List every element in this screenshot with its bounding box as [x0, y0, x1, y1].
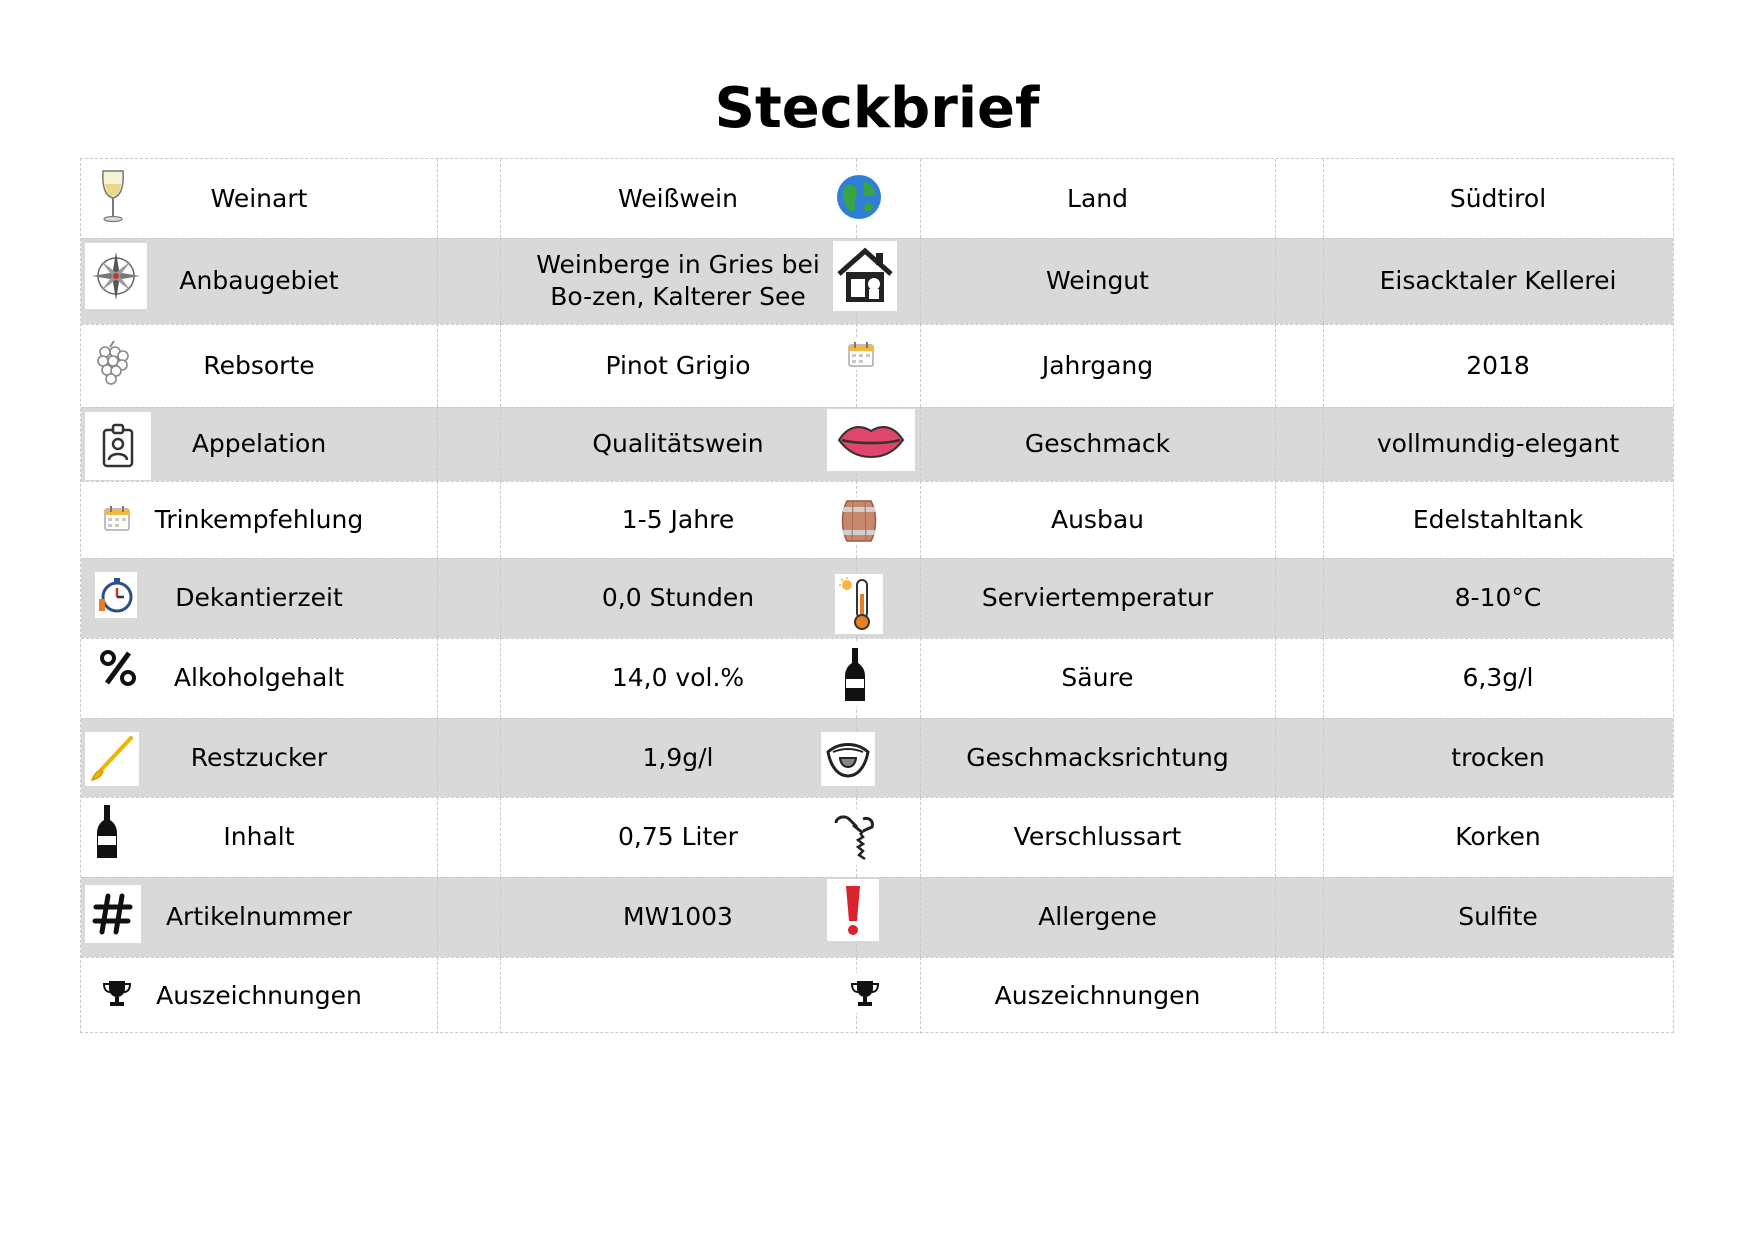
field-value: Edelstahltank: [1412, 504, 1584, 534]
wine-bottle-icon: [843, 646, 867, 704]
compass-rose-icon: [85, 243, 147, 309]
field-label: Appelation: [191, 429, 327, 458]
wine-bottle-icon: [837, 643, 873, 707]
field-label: Alkoholgehalt: [173, 663, 345, 692]
barrel-icon: [839, 498, 879, 544]
field-label: Geschmacksrichtung: [966, 742, 1229, 772]
column-divider: [437, 238, 438, 324]
lips-icon: [827, 409, 915, 471]
column-divider: [437, 877, 438, 957]
field-label: Ausbau: [1050, 504, 1144, 534]
corkscrew-icon: [833, 813, 877, 861]
table-row: [81, 957, 1673, 1034]
corkscrew-icon: [827, 809, 883, 865]
winery-house-icon: [833, 241, 897, 311]
table-row: [81, 159, 1673, 238]
field-label: Säure: [1061, 663, 1134, 692]
exclamation-icon: [840, 883, 866, 937]
calendar-icon: [81, 489, 153, 547]
field-value: 6,3g/l: [1462, 663, 1534, 692]
field-value: 0,75 Liter: [618, 822, 738, 851]
barrel-icon: [835, 497, 883, 545]
page-title: Steckbrief: [714, 76, 1040, 141]
percent-icon: [98, 648, 138, 688]
column-divider: [1275, 324, 1276, 407]
field-value: Eisacktaler Kellerei: [1379, 266, 1617, 295]
column-divider: [1275, 481, 1276, 558]
field-label: Weinart: [210, 183, 308, 213]
table-row: [81, 481, 1673, 558]
field-label: Weingut: [1046, 266, 1149, 295]
table-row: [81, 558, 1673, 638]
field-label: Inhalt: [223, 822, 295, 851]
field-value: vollmundig-elegant: [1376, 429, 1620, 458]
field-value: 2018: [1466, 350, 1530, 380]
globe-icon: [833, 171, 885, 223]
grapes-icon: [95, 340, 131, 386]
field-value: 0,0 Stunden: [601, 583, 755, 612]
thermometer-icon: [835, 574, 883, 634]
field-label: Verschlussart: [1013, 822, 1182, 851]
column-divider: [1275, 407, 1276, 481]
trophy-icon: [102, 978, 132, 1008]
thermometer-icon: [838, 576, 880, 632]
field-label: Allergene: [1038, 902, 1157, 931]
field-label: Rebsorte: [203, 350, 315, 380]
trophy-icon: [845, 973, 885, 1013]
field-label: Dekantierzeit: [175, 583, 343, 612]
field-value: Weißwein: [618, 183, 738, 213]
compass-rose-icon: [88, 248, 144, 304]
field-label: Auszeichnungen: [994, 980, 1201, 1010]
field-value: 1,9g/l: [642, 742, 714, 772]
column-divider: [437, 159, 438, 238]
field-label: Restzucker: [190, 742, 328, 772]
field-value: 8-10°C: [1454, 583, 1542, 612]
id-badge-icon: [85, 412, 151, 480]
tongue-mouth-icon: [821, 732, 875, 786]
grapes-icon: [93, 337, 133, 389]
field-label: Artikelnummer: [165, 902, 353, 931]
column-divider: [1275, 877, 1276, 957]
table-row: [81, 324, 1673, 407]
column-divider: [437, 558, 438, 638]
field-value: MW1003: [623, 902, 733, 931]
field-value: trocken: [1451, 742, 1545, 772]
table-row: [81, 638, 1673, 718]
table-row: [81, 238, 1673, 324]
stopwatch-icon: [95, 572, 137, 618]
stopwatch-icon: [96, 575, 136, 615]
field-value: [500, 957, 856, 1034]
field-label: Anbaugebiet: [179, 266, 339, 295]
field-label: Auszeichnungen: [156, 980, 362, 1010]
field-value: Sulfite: [1458, 902, 1538, 931]
column-divider: [437, 638, 438, 718]
table-row: [81, 877, 1673, 957]
field-label: Jahrgang: [1041, 350, 1154, 380]
field-value: Weinberge in Gries bei Bo-zen, Kalterer See: [536, 250, 820, 311]
calendar-icon: [102, 503, 132, 533]
field-value: Korken: [1455, 822, 1541, 851]
field-value: 1-5 Jahre: [621, 504, 735, 534]
column-divider: [1275, 718, 1276, 797]
column-divider: [437, 797, 438, 877]
tongue-mouth-icon: [825, 736, 871, 782]
field-label: Trinkempfehlung: [154, 504, 364, 534]
exclamation-icon: [827, 879, 879, 941]
wine-bottle-icon: [87, 799, 127, 865]
wine-glass-icon: [96, 166, 130, 226]
field-value: 14,0 vol.%: [611, 663, 745, 692]
column-divider: [1275, 797, 1276, 877]
table-row: [81, 797, 1673, 877]
lips-icon: [836, 420, 906, 460]
trophy-icon: [97, 973, 137, 1013]
column-divider: [1275, 957, 1276, 1034]
column-divider: [437, 481, 438, 558]
table-row: [81, 407, 1673, 481]
column-divider: [1275, 238, 1276, 324]
field-label: Land: [1067, 183, 1128, 213]
column-divider: [1275, 638, 1276, 718]
column-divider: [1275, 558, 1276, 638]
profile-table: [80, 158, 1674, 1033]
hash-icon: [91, 892, 135, 936]
field-value: Qualitätswein: [592, 429, 764, 458]
percent-icon: [89, 646, 147, 690]
winery-house-icon: [836, 247, 894, 305]
field-value: Südtirol: [1449, 183, 1547, 213]
field-label: Geschmack: [1024, 429, 1171, 458]
field-label: Serviertemperatur: [981, 583, 1214, 612]
globe-icon: [835, 173, 883, 221]
column-divider: [437, 718, 438, 797]
sugar-spoon-icon: [85, 732, 139, 786]
id-badge-icon: [98, 423, 138, 469]
calendar-icon: [845, 338, 877, 370]
calendar-icon: [846, 339, 876, 369]
column-divider: [437, 324, 438, 407]
hash-icon: [85, 885, 141, 943]
wine-glass-icon: [98, 168, 128, 224]
column-divider: [437, 407, 438, 481]
trophy-icon: [850, 978, 880, 1008]
column-divider: [437, 957, 438, 1034]
sugar-spoon-icon: [87, 734, 137, 784]
field-value: Pinot Grigio: [605, 350, 751, 380]
field-value: [1323, 957, 1673, 1034]
table-row: [81, 718, 1673, 797]
wine-bottle-icon: [95, 803, 119, 861]
column-divider: [1275, 159, 1276, 238]
